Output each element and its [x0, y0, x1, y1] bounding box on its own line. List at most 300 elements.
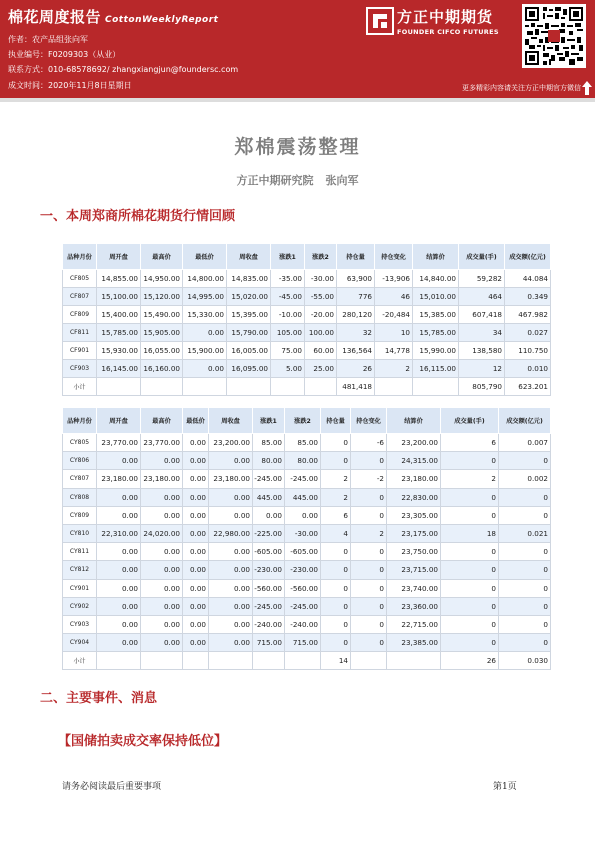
table-cell: 23,180.00	[97, 470, 141, 488]
table-cell: 32	[337, 324, 375, 342]
table-row	[63, 452, 551, 470]
table-cell: 445.00	[253, 488, 285, 506]
table-cell: 0.00	[183, 579, 209, 597]
qr-code-icon	[525, 7, 583, 65]
table-cell: -20.00	[305, 306, 337, 324]
table-cell: -10.00	[271, 306, 305, 324]
table-cell	[141, 652, 183, 670]
table-cell: 0.00	[183, 543, 209, 561]
table-cell: 0	[441, 488, 499, 506]
table-cell: 16,055.00	[141, 342, 183, 360]
table-cell: 2	[321, 470, 351, 488]
table-cell	[253, 652, 285, 670]
table-cell: 0	[441, 543, 499, 561]
table-cell: CY904	[63, 634, 97, 652]
table-cell: 0.030	[499, 652, 551, 670]
table-cell: 23,770.00	[141, 434, 183, 452]
table-cell: 23,175.00	[387, 524, 441, 542]
table-cell	[141, 378, 183, 396]
table-cell: 0.00	[183, 488, 209, 506]
table-cell: 16,115.00	[413, 360, 459, 378]
table-cell: 0.00	[97, 579, 141, 597]
table-cell: CF811	[63, 324, 97, 342]
column-header: 周收盘	[227, 244, 271, 270]
column-header: 最高价	[141, 408, 183, 434]
table-cell: 2	[441, 470, 499, 488]
table-cell: 0.00	[209, 615, 253, 633]
table-cell: 16,095.00	[227, 360, 271, 378]
table-cell: 776	[337, 288, 375, 306]
table-cell: 23,200.00	[387, 434, 441, 452]
column-header: 最低价	[183, 244, 227, 270]
section-1-heading: 一、本周郑商所棉花期货行情回顾	[40, 209, 236, 224]
contact-email-link[interactable]: 010-68578692/ zhangxiangjun@foundersc.com	[48, 65, 239, 74]
column-header: 成交额(亿元)	[499, 408, 551, 434]
table-cell: 0.00	[97, 452, 141, 470]
table-cell: 16,145.00	[97, 360, 141, 378]
table-header-row	[63, 408, 551, 434]
table-cell: 0.00	[141, 506, 183, 524]
table-cell: 0	[321, 543, 351, 561]
table-cell: 0	[321, 579, 351, 597]
table-cell: 34	[459, 324, 505, 342]
table-cell: 138,580	[459, 342, 505, 360]
report-series-title: 棉花周度报告 CottonWeeklyReport	[8, 8, 219, 26]
table-cell: 0.00	[141, 543, 183, 561]
table-cell: 4	[321, 524, 351, 542]
table-row	[63, 597, 551, 615]
table-header-row	[63, 244, 551, 270]
table-cell: 26	[441, 652, 499, 670]
table-cell: 0.00	[209, 488, 253, 506]
table-cell: 0	[441, 597, 499, 615]
table-cell: 280,120	[337, 306, 375, 324]
table-cell: 2	[375, 360, 413, 378]
table-cell: 0	[321, 434, 351, 452]
table-cell: 445.00	[285, 488, 321, 506]
table-cell: CF807	[63, 288, 97, 306]
table-cell: 14,995.00	[183, 288, 227, 306]
table-cell: 0.00	[97, 597, 141, 615]
table-cell: CY810	[63, 524, 97, 542]
table-cell: 59,282	[459, 270, 505, 288]
table-cell: 23,180.00	[387, 470, 441, 488]
table-cell: 14,840.00	[413, 270, 459, 288]
table-cell: 85.00	[285, 434, 321, 452]
table-cell: CY903	[63, 615, 97, 633]
table-cell: 14,855.00	[97, 270, 141, 288]
table-cell: 0.00	[141, 597, 183, 615]
table-cell: 0.00	[209, 543, 253, 561]
table-cell: 0	[499, 543, 551, 561]
table-row	[63, 561, 551, 579]
column-header: 涨跌1	[271, 244, 305, 270]
table-row	[63, 434, 551, 452]
contact-line: 联系方式：010-68578692/ zhangxiangjun@foundersc.com	[8, 65, 239, 74]
table-cell: 小计	[63, 378, 97, 396]
table-cell: 16,160.00	[141, 360, 183, 378]
company-logo	[365, 4, 515, 44]
table-row	[63, 506, 551, 524]
table-cell	[97, 652, 141, 670]
table-row	[63, 524, 551, 542]
table-cell: 14	[321, 652, 351, 670]
table-cell: CY805	[63, 434, 97, 452]
table-cell: 44.084	[505, 270, 551, 288]
column-header: 周开盘	[97, 408, 141, 434]
table-cell: -605.00	[285, 543, 321, 561]
column-header: 涨跌2	[305, 244, 337, 270]
table-cell: 0	[351, 634, 387, 652]
table-cell: 0.00	[183, 434, 209, 452]
table-cell: 15,385.00	[413, 306, 459, 324]
table-cell	[227, 378, 271, 396]
table-cell: 25.00	[305, 360, 337, 378]
table-cell: -560.00	[285, 579, 321, 597]
table-cell: 0.00	[97, 561, 141, 579]
cf-futures-table	[62, 243, 551, 396]
table-cell: 60.00	[305, 342, 337, 360]
table-cell: 15,785.00	[413, 324, 459, 342]
table-row	[63, 488, 551, 506]
table-cell: 0.00	[141, 615, 183, 633]
table-cell: -30.00	[305, 270, 337, 288]
table-cell: CY808	[63, 488, 97, 506]
table-cell: 22,980.00	[209, 524, 253, 542]
table-row	[63, 470, 551, 488]
table-cell: 0.010	[505, 360, 551, 378]
column-header: 周收盘	[209, 408, 253, 434]
table-cell: CY806	[63, 452, 97, 470]
table-cell: 0.00	[97, 506, 141, 524]
table-cell: 0.00	[209, 579, 253, 597]
table-cell: 623.201	[505, 378, 551, 396]
table-cell: 0	[351, 561, 387, 579]
table-cell	[413, 378, 459, 396]
table-cell: 0	[441, 506, 499, 524]
table-cell: 0	[499, 634, 551, 652]
column-header: 最高价	[141, 244, 183, 270]
logo-name-cn: 方正中期期货	[397, 8, 494, 26]
table-cell: 23,180.00	[141, 470, 183, 488]
table-cell: 22,310.00	[97, 524, 141, 542]
table-cell: 481,418	[337, 378, 375, 396]
page-title: 郑棉震荡整理	[234, 136, 361, 158]
table-cell: 22,715.00	[387, 615, 441, 633]
table-row	[63, 543, 551, 561]
table-cell: -240.00	[253, 615, 285, 633]
table-cell: 15,900.00	[183, 342, 227, 360]
table-cell: 0.00	[141, 579, 183, 597]
table-cell: 10	[375, 324, 413, 342]
table-cell: 15,120.00	[141, 288, 183, 306]
table-cell: 80.00	[285, 452, 321, 470]
table-cell: 0	[441, 561, 499, 579]
table-cell: 105.00	[271, 324, 305, 342]
table-cell: 15,490.00	[141, 306, 183, 324]
table-cell: 0.00	[141, 561, 183, 579]
table-cell: 607,418	[459, 306, 505, 324]
table-row	[63, 306, 551, 324]
institute-name: 方正中期研究院	[236, 174, 314, 187]
table-cell: 0	[499, 488, 551, 506]
table-cell: 14,778	[375, 342, 413, 360]
table-cell: -560.00	[253, 579, 285, 597]
table-cell: 2	[351, 524, 387, 542]
table-cell: 5.00	[271, 360, 305, 378]
event-heading: 【国储拍卖成交率保持低位】	[58, 734, 228, 749]
table-cell: 0	[351, 597, 387, 615]
table-cell: -230.00	[253, 561, 285, 579]
table-cell: 15,400.00	[97, 306, 141, 324]
table-cell: 63,900	[337, 270, 375, 288]
table-cell: 805,790	[459, 378, 505, 396]
table-cell: 16,005.00	[227, 342, 271, 360]
table-cell: 15,990.00	[413, 342, 459, 360]
table-cell: 0	[321, 452, 351, 470]
table-cell	[305, 378, 337, 396]
table-cell: -245.00	[253, 470, 285, 488]
table-cell: -35.00	[271, 270, 305, 288]
cy-futures-table	[62, 407, 551, 670]
table-cell: 23,200.00	[209, 434, 253, 452]
table-cell: 0.00	[183, 452, 209, 470]
report-series-title-en: CottonWeeklyReport	[105, 15, 219, 25]
table-row	[63, 342, 551, 360]
table-cell: 0	[441, 634, 499, 652]
column-header: 结算价	[413, 244, 459, 270]
table-cell: CF901	[63, 342, 97, 360]
table-cell: 0.00	[97, 615, 141, 633]
table-cell: 18	[441, 524, 499, 542]
table-cell: 0.021	[499, 524, 551, 542]
column-header: 持仓量	[337, 244, 375, 270]
table-cell: 0	[441, 579, 499, 597]
table-cell: 23,360.00	[387, 597, 441, 615]
table-cell: 小计	[63, 652, 97, 670]
table-cell: 0	[499, 579, 551, 597]
table-cell: 0.00	[183, 615, 209, 633]
table-cell: CF805	[63, 270, 97, 288]
table-cell: 85.00	[253, 434, 285, 452]
table-cell	[387, 652, 441, 670]
column-header: 持仓变化	[351, 408, 387, 434]
table-cell: CF903	[63, 360, 97, 378]
table-cell: 14,950.00	[141, 270, 183, 288]
table-cell: 0.00	[183, 506, 209, 524]
table-cell: 0.00	[253, 506, 285, 524]
table-cell: -45.00	[271, 288, 305, 306]
column-header: 品种月份	[63, 408, 97, 434]
table-cell: 26	[337, 360, 375, 378]
column-header: 成交额(亿元)	[505, 244, 551, 270]
table-cell	[97, 378, 141, 396]
table-cell: 464	[459, 288, 505, 306]
table-cell: CY902	[63, 597, 97, 615]
table-cell: -225.00	[253, 524, 285, 542]
table-cell: 75.00	[271, 342, 305, 360]
table-cell: 15,330.00	[183, 306, 227, 324]
table-cell: 0.00	[209, 452, 253, 470]
footer-disclaimer: 请务必阅读最后重要事项	[62, 782, 162, 792]
table-cell: 0.027	[505, 324, 551, 342]
column-header: 周开盘	[97, 244, 141, 270]
table-cell: 0.00	[209, 506, 253, 524]
table-cell: CF809	[63, 306, 97, 324]
report-header	[0, 0, 595, 98]
table-cell	[183, 652, 209, 670]
header-divider	[0, 98, 595, 102]
table-cell: 15,395.00	[227, 306, 271, 324]
table-cell	[183, 378, 227, 396]
table-cell: 0.00	[183, 634, 209, 652]
table-cell: -245.00	[285, 597, 321, 615]
table-cell: 0.00	[209, 561, 253, 579]
table-cell: 14,835.00	[227, 270, 271, 288]
table-row	[63, 270, 551, 288]
table-cell: 15,785.00	[97, 324, 141, 342]
table-cell: CY901	[63, 579, 97, 597]
table-cell: 46	[375, 288, 413, 306]
table-cell: 715.00	[253, 634, 285, 652]
table-row	[63, 652, 551, 670]
logo-name-en: FOUNDER CIFCO FUTURES	[397, 28, 499, 36]
table-cell: 15,010.00	[413, 288, 459, 306]
table-cell: 2	[321, 488, 351, 506]
table-cell: 0.00	[97, 634, 141, 652]
table-cell: 0.00	[183, 470, 209, 488]
table-cell: -55.00	[305, 288, 337, 306]
table-cell: 136,564	[337, 342, 375, 360]
table-cell: -240.00	[285, 615, 321, 633]
column-header: 成交量(手)	[441, 408, 499, 434]
date-line: 成文时间：2020年11月8日星期日	[8, 81, 132, 90]
table-cell: 14,800.00	[183, 270, 227, 288]
table-row	[63, 579, 551, 597]
table-cell: 0	[499, 615, 551, 633]
table-cell	[351, 652, 387, 670]
table-cell: 24,315.00	[387, 452, 441, 470]
table-cell: 100.00	[305, 324, 337, 342]
column-header: 最低价	[183, 408, 209, 434]
table-cell: 0	[441, 615, 499, 633]
table-cell: 0	[499, 561, 551, 579]
table-cell: 0.00	[183, 360, 227, 378]
table-cell: -605.00	[253, 543, 285, 561]
table-cell: 0	[351, 506, 387, 524]
wechat-notice: 更多精彩内容请关注方正中期官方微信	[462, 84, 581, 92]
table-cell: CY809	[63, 506, 97, 524]
table-cell: CY807	[63, 470, 97, 488]
table-cell: 12	[459, 360, 505, 378]
author-line: 作者：农产品组张向军	[8, 35, 88, 44]
table-row	[63, 324, 551, 342]
table-cell: 0	[351, 488, 387, 506]
table-cell	[285, 652, 321, 670]
table-cell: 15,930.00	[97, 342, 141, 360]
table-cell: 0	[499, 452, 551, 470]
table-cell: -13,906	[375, 270, 413, 288]
column-header: 成交量(手)	[459, 244, 505, 270]
table-cell: 0	[441, 452, 499, 470]
table-cell: -30.00	[285, 524, 321, 542]
table-cell: 15,100.00	[97, 288, 141, 306]
analyst-name: 张向军	[325, 174, 359, 187]
license-line: 执业编号：F0209303（从业）	[8, 50, 121, 59]
table-cell: -230.00	[285, 561, 321, 579]
up-arrow-icon	[581, 80, 593, 96]
table-cell: -245.00	[253, 597, 285, 615]
table-cell: 15,790.00	[227, 324, 271, 342]
table-cell: 0.00	[141, 634, 183, 652]
table-cell: -2	[351, 470, 387, 488]
table-cell: 24,020.00	[141, 524, 183, 542]
table-cell: 0.00	[97, 488, 141, 506]
table-cell: 0	[499, 506, 551, 524]
table-cell: 0.00	[183, 324, 227, 342]
table-cell: 0.00	[141, 488, 183, 506]
table-cell: 0.007	[499, 434, 551, 452]
table-cell: -6	[351, 434, 387, 452]
table-cell: 0.00	[141, 452, 183, 470]
table-cell: 6	[321, 506, 351, 524]
table-cell: 15,905.00	[141, 324, 183, 342]
table-cell: 0.002	[499, 470, 551, 488]
table-cell: 6	[441, 434, 499, 452]
table-cell: 0	[351, 579, 387, 597]
table-cell: 0.349	[505, 288, 551, 306]
table-cell: 23,180.00	[209, 470, 253, 488]
table-cell: -20,484	[375, 306, 413, 324]
table-cell: 0.00	[209, 634, 253, 652]
table-cell: 0	[321, 597, 351, 615]
table-cell: 0.00	[97, 543, 141, 561]
column-header: 持仓量	[321, 408, 351, 434]
column-header: 结算价	[387, 408, 441, 434]
table-cell: 23,740.00	[387, 579, 441, 597]
table-cell: 467.982	[505, 306, 551, 324]
table-cell: CY812	[63, 561, 97, 579]
table-cell: 23,770.00	[97, 434, 141, 452]
table-cell: 0.00	[183, 597, 209, 615]
table-cell: 0	[321, 561, 351, 579]
column-header: 涨跌2	[285, 408, 321, 434]
wechat-qr-code	[522, 4, 586, 68]
table-cell: 23,715.00	[387, 561, 441, 579]
table-row	[63, 615, 551, 633]
table-cell: 0.00	[183, 561, 209, 579]
table-cell	[271, 378, 305, 396]
table-row	[63, 360, 551, 378]
table-cell: 15,020.00	[227, 288, 271, 306]
logo-mark-icon	[365, 6, 395, 36]
table-cell: 22,830.00	[387, 488, 441, 506]
table-cell: 0	[321, 615, 351, 633]
table-cell: 23,750.00	[387, 543, 441, 561]
table-cell	[375, 378, 413, 396]
table-row	[63, 634, 551, 652]
table-cell: -245.00	[285, 470, 321, 488]
table-cell: 715.00	[285, 634, 321, 652]
table-cell: CY811	[63, 543, 97, 561]
table-cell: 0	[351, 615, 387, 633]
table-cell: 23,385.00	[387, 634, 441, 652]
byline	[0, 172, 595, 188]
table-cell: 0	[351, 452, 387, 470]
table-cell: 0.00	[209, 597, 253, 615]
table-cell: 0	[351, 543, 387, 561]
table-row	[63, 378, 551, 396]
